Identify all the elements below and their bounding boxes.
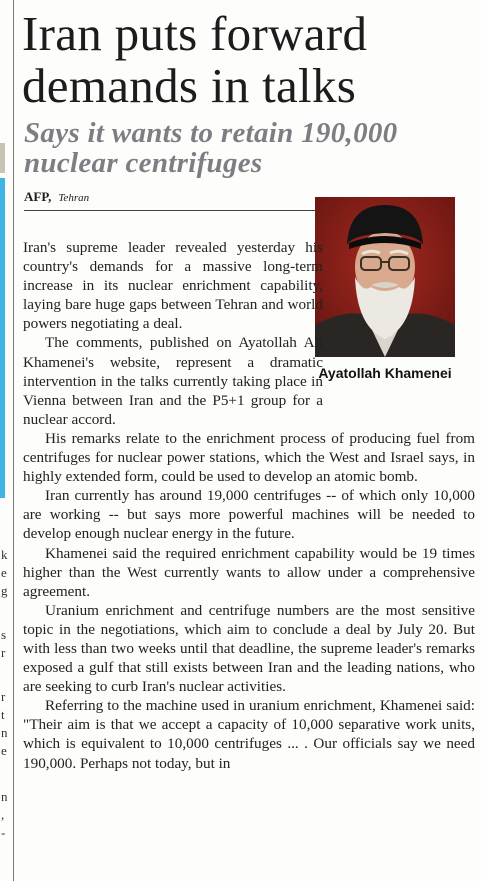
margin-glyph: n bbox=[1, 725, 8, 740]
byline-divider bbox=[24, 210, 320, 211]
margin-glyph: - bbox=[1, 825, 6, 840]
headline: Iran puts forward demands in talks bbox=[22, 6, 368, 113]
paragraph: His remarks relate to the enrichment process of producing fuel from centrifuges for nuclear power stations, which the West and Israel says, in highly extended form, could be used to develop an atomic bomb. bbox=[23, 429, 475, 486]
adjacent-panel-edge bbox=[0, 178, 5, 498]
margin-glyph: e bbox=[1, 743, 7, 758]
byline-place: Tehran bbox=[58, 192, 90, 204]
paragraph: The comments, published on Ayatollah Ali Khamenei's website, represent a dramatic intervention in the talks currently taking place in Vienna between Iran and the P5+1 group for a nuclear accord. bbox=[23, 334, 323, 428]
margin-glyph: g bbox=[1, 583, 8, 598]
paragraph: Iran's supreme leader revealed yesterday his country's demands for a massive long-term increase in its nuclear enrichment capability, laying bare huge gaps between Tehran and world powers negotiating a deal. bbox=[23, 239, 323, 333]
paragraph: Uranium enrichment and centrifuge numbers are the most sensitive topic in the negotiations, which aim to conclude a deal by July 20. But with less than two weeks until that deadline, the supreme leader's remarks exposed a gulf that still exists between Iran and the leading nations, who are seeking to curb Iran's nuclear activities. bbox=[23, 601, 475, 696]
margin-glyph: r bbox=[1, 645, 6, 660]
paragraph: Iran currently has around 19,000 centrifuges -- of which only 10,000 are working -- but says more powerful machines will be needed to develop enough nuclear energy in the future. bbox=[23, 487, 475, 543]
margin-glyph: k bbox=[1, 547, 8, 562]
byline-agency: AFP, bbox=[24, 189, 52, 204]
paragraph: Khamenei said the required enrichment capability would be 19 times higher than the West currently wants to allow under a comprehensive agreement. bbox=[23, 544, 475, 600]
photo-caption: Ayatollah Khamenei bbox=[318, 365, 452, 381]
subheadline: Says it wants to retain 190,000 nuclear centrifuges bbox=[24, 117, 398, 179]
article-header bbox=[22, 8, 474, 211]
margin-glyph: t bbox=[1, 707, 5, 722]
paragraph: Referring to the machine used in uranium enrichment, Khamenei said: "Their aim is that we accept a capacity of 10,000 separative work units, which is equivalent to 10,000 centrifuges ... . Our officials say we need 190,000. Perhaps not today, but in bbox=[23, 697, 475, 772]
margin-glyph: , bbox=[1, 807, 5, 822]
margin-glyph: s bbox=[1, 627, 7, 642]
article-body bbox=[23, 238, 475, 773]
adjacent-column bbox=[0, 0, 14, 881]
margin-glyph: r bbox=[1, 689, 6, 704]
margin-glyph: n bbox=[1, 789, 8, 804]
adjacent-image-edge bbox=[0, 143, 5, 173]
margin-glyph: e bbox=[1, 565, 7, 580]
column-divider bbox=[13, 0, 14, 881]
